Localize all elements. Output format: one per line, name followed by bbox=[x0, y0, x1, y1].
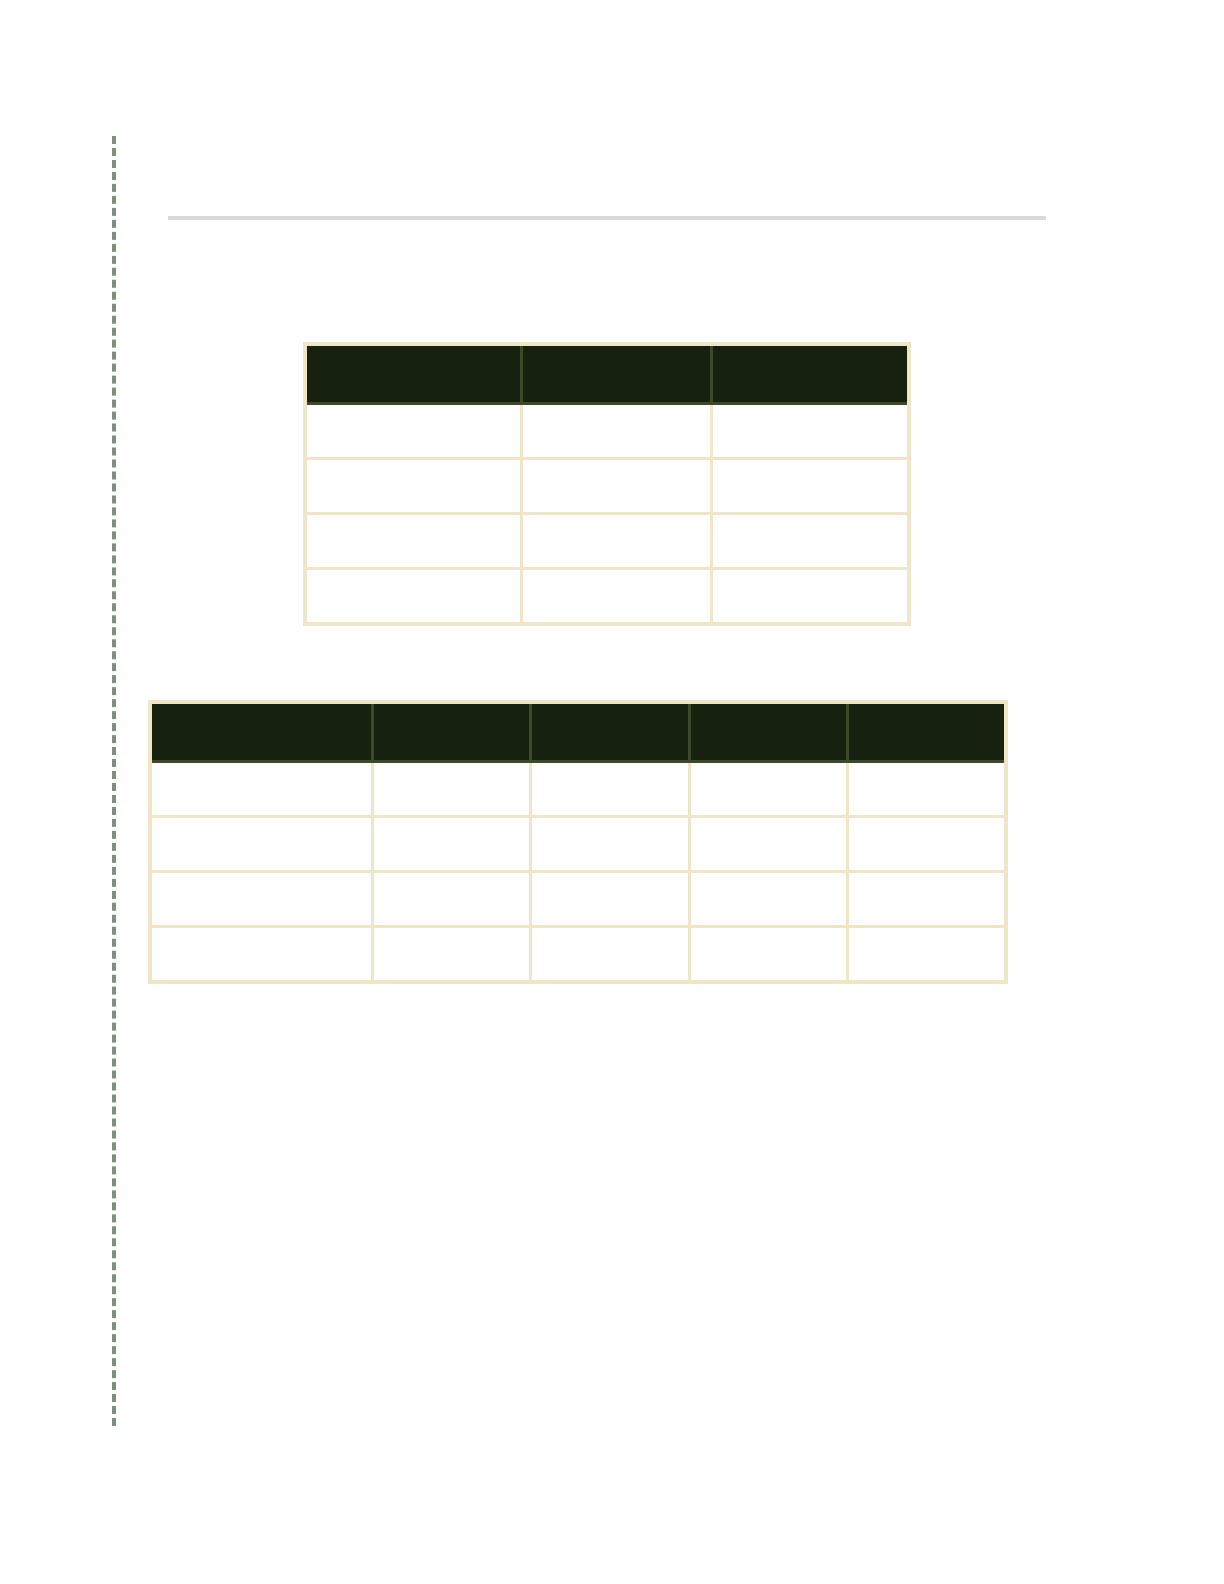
table-header-row bbox=[150, 702, 1006, 762]
column-header bbox=[373, 702, 531, 762]
table-cell bbox=[305, 404, 521, 459]
table-row bbox=[305, 514, 909, 569]
column-header bbox=[531, 702, 689, 762]
table-cell bbox=[711, 404, 909, 459]
column-header bbox=[689, 702, 847, 762]
table-cell bbox=[711, 569, 909, 625]
table-cell bbox=[521, 404, 711, 459]
table-cell bbox=[848, 927, 1006, 983]
column-header bbox=[848, 702, 1006, 762]
table-row bbox=[305, 459, 909, 514]
table-cell bbox=[373, 927, 531, 983]
table-cell bbox=[150, 817, 373, 872]
problem-heading bbox=[168, 244, 1046, 264]
table-cell bbox=[711, 459, 909, 514]
middle-paragraph bbox=[168, 652, 1046, 676]
intro-paragraph bbox=[168, 294, 1046, 318]
question-item bbox=[168, 1094, 1046, 1142]
table-cell bbox=[521, 514, 711, 569]
table-cell bbox=[521, 569, 711, 625]
investment-table bbox=[303, 342, 911, 626]
question-item bbox=[168, 1142, 1046, 1190]
table-cell bbox=[305, 514, 521, 569]
table-cell bbox=[689, 762, 847, 817]
table-cell bbox=[150, 927, 373, 983]
page-content bbox=[168, 188, 1046, 1190]
table-cell bbox=[305, 459, 521, 514]
table-cell bbox=[531, 927, 689, 983]
table-cell bbox=[689, 872, 847, 927]
column-header bbox=[521, 344, 711, 404]
table-cell bbox=[689, 817, 847, 872]
table-cell bbox=[531, 872, 689, 927]
table-row bbox=[150, 872, 1006, 927]
table-row bbox=[150, 927, 1006, 983]
table-header-row bbox=[305, 344, 909, 404]
financing-options-table bbox=[148, 700, 1008, 984]
table-cell bbox=[373, 817, 531, 872]
table-row bbox=[150, 762, 1006, 817]
table-cell bbox=[531, 817, 689, 872]
table-cell bbox=[689, 927, 847, 983]
table-cell bbox=[531, 762, 689, 817]
column-header bbox=[711, 344, 909, 404]
table-row bbox=[150, 817, 1006, 872]
table-cell bbox=[848, 872, 1006, 927]
question-list bbox=[168, 1094, 1046, 1190]
table-cell bbox=[848, 817, 1006, 872]
table-cell bbox=[150, 762, 373, 817]
table-cell bbox=[150, 872, 373, 927]
margin-rule bbox=[112, 136, 116, 1426]
table-cell bbox=[711, 514, 909, 569]
table-row bbox=[305, 404, 909, 459]
table-cell bbox=[521, 459, 711, 514]
table-cell bbox=[373, 762, 531, 817]
section-title bbox=[168, 188, 1046, 220]
column-header bbox=[150, 702, 373, 762]
table-cell bbox=[848, 762, 1006, 817]
table-cell bbox=[373, 872, 531, 927]
column-header bbox=[305, 344, 521, 404]
table-cell bbox=[305, 569, 521, 625]
tax-rate-note bbox=[168, 1010, 1046, 1034]
table-row bbox=[305, 569, 909, 625]
